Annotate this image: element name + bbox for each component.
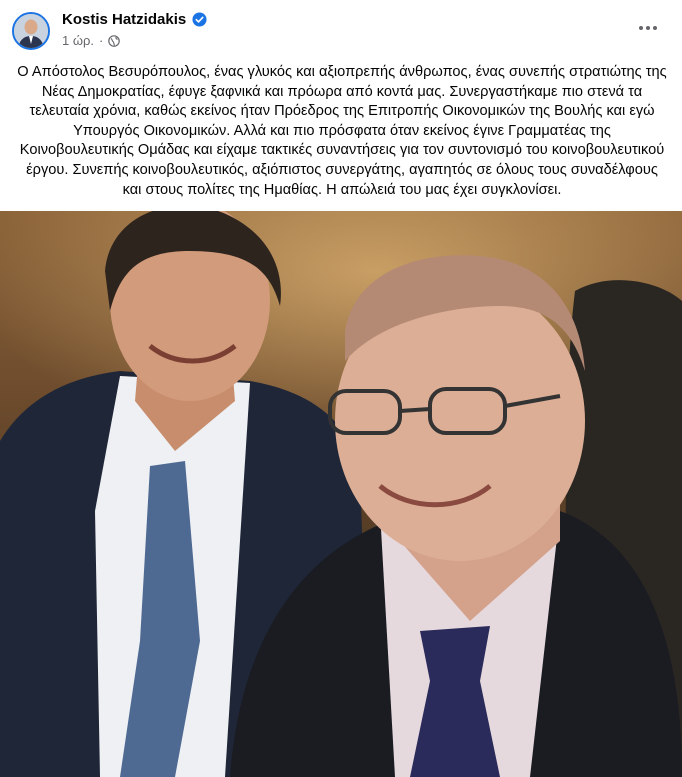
- more-options-icon[interactable]: [634, 18, 662, 38]
- post-text: Ο Απόστολος Βεσυρόπουλος, ένας γλυκός και αξιοπρεπής άνθρωπος, ένας συνεπής στρατιώτης της Νέας Δημοκρατίας, έφυγε ξαφνικά και πρόωρα από κοντά μας. Συνεργαστήκαμε πιο στενά τα τελευταία χρόνια, καθώς εκείνος ήταν Πρόεδρος της Επιτροπής Οικονομικών της Βουλής και εγώ Υπουργός Οικονομικών. Αλλά και πιο πρόσφατα όταν εκείνος έγινε Γραμματέας της Κοινοβουλευτικής Ομάδας και είχαμε τακτικές συναντήσεις για τον συντονισμό του κοινοβουλευτικού έργου. Συνεπής κοινοβουλευτικός, αξιόπιστος συνεργάτης, αγαπητός σε όλους τους συναδέλφους και στους πολίτες της Ημαθίας. Η απώλειά του μας έχει συγκλονίσει.: [17, 64, 667, 198]
- post-timestamp[interactable]: 1 ώρ.: [62, 33, 94, 48]
- more-dot: [653, 26, 657, 30]
- more-dot: [639, 26, 643, 30]
- meta-separator: ·: [99, 33, 104, 48]
- author-name-row: [62, 11, 207, 28]
- more-dot: [646, 26, 650, 30]
- author-name[interactable]: Kostis Hatzidakis: [62, 11, 187, 28]
- post-header: [0, 0, 682, 54]
- author-avatar[interactable]: [12, 12, 50, 50]
- verified-badge-icon: [192, 12, 207, 27]
- globe-icon[interactable]: [108, 35, 120, 47]
- post-photo[interactable]: [0, 211, 682, 777]
- post-meta: [62, 33, 120, 48]
